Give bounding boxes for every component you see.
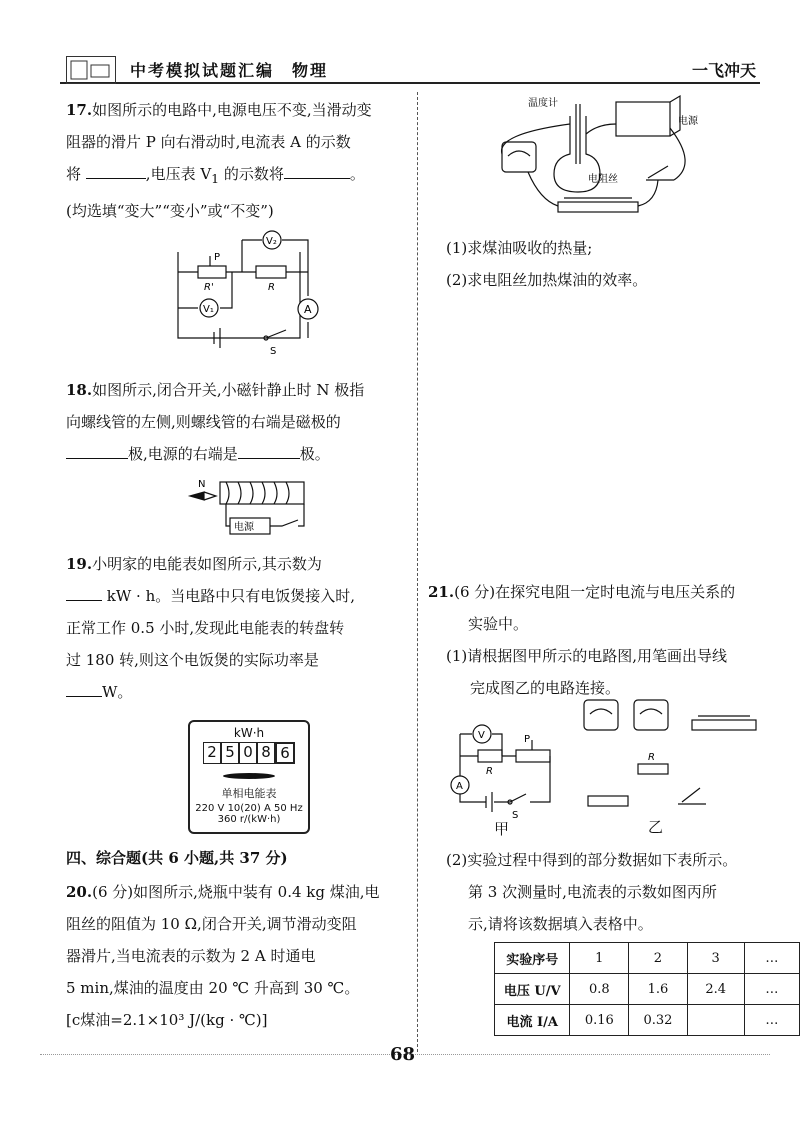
table-header-cell: 电流 I/A [495,1005,570,1036]
table-cell: 1 [570,943,629,974]
q17-number: 17. [66,101,93,119]
q19-blank-2[interactable] [66,696,102,697]
q19-line2: kW · h。当电路中只有电饭煲接入时, [106,587,356,605]
q17-line3b: ,电压表 V [145,165,212,183]
q20-line1: (6 分)如图所示,烧瓶中装有 0.4 kg 煤油,电 [92,883,380,901]
q20-sub2: (2)求电阻丝加热煤油的效率。 [446,271,648,289]
q20-line2: 阻丝的阻值为 10 Ω,闭合开关,调节滑动变阻 [66,915,357,933]
meter-rate: 360 r/(kW·h) [217,814,281,825]
q21-label-v: V [478,730,485,741]
q19-line4: 过 180 转,则这个电饭煲的实际功率是 [66,651,319,669]
q17-circuit-diagram [170,226,330,356]
table-cell: 0.8 [570,974,629,1005]
header-logo [66,56,116,84]
q21-label-yi: 乙 [648,818,664,836]
table-header-cell: 实验序号 [495,943,570,974]
q21-apparatus-yi [574,690,774,818]
q21-sub1b: 完成图乙的电路连接。 [470,679,621,697]
q21-line1: (6 分)在探究电阻一定时电流与电压关系的 [454,583,736,601]
q17-line1: 如图所示的电路中,电源电压不变,当滑动变 [92,101,372,119]
q17-blank-1[interactable] [86,178,146,179]
question-21 [428,576,778,704]
column-divider [417,92,418,1052]
q21-sub2c: 示,请将该数据填入表格中。 [468,915,653,933]
q19-line3: 正常工作 0.5 小时,发现此电能表的转盘转 [66,619,345,637]
q17-label-v1: V₁ [203,304,214,315]
meter-digit: 0 [239,742,257,764]
q19-number: 19. [66,555,93,573]
page-number: 68 [390,1044,416,1065]
table-cell: 3 [687,943,744,974]
table-cell: 0.16 [570,1005,629,1036]
q17-line3a: 将 [66,165,82,183]
q20-subquestions [446,232,776,296]
q18-number: 18. [66,381,93,399]
q20-label-source: 电源 [678,116,698,127]
q20-line4: 5 min,煤油的温度由 20 ℃ 升高到 30 ℃。 [66,979,360,997]
q20-sub1: (1)求煤油吸收的热量; [446,239,593,257]
q21-line2: 实验中。 [468,615,529,633]
meter-name: 单相电能表 [221,787,277,800]
table-cell: 2.4 [687,974,744,1005]
q18-line3b: 极。 [299,445,330,463]
section-4-title: 四、综合题(共 6 小题,共 37 分) [66,849,288,867]
table-cell-answer[interactable] [687,1005,744,1036]
table-row [495,1005,800,1036]
q17-label-a: A [304,303,312,316]
q20-number: 20. [66,883,93,901]
q21-number: 21. [428,583,455,601]
header-title: 中考模拟试题汇编 物理 [130,61,329,80]
table-cell: 0.32 [629,1005,688,1036]
q21-sub2a: (2)实验过程中得到的部分数据如下表所示。 [446,851,738,869]
question-20 [66,876,411,1036]
q18-solenoid-diagram [186,476,326,536]
q17-line4: (均选填“变大”“变小”或“不变”) [66,202,274,220]
q17-line3d: 。 [349,165,365,183]
question-18 [66,374,411,470]
q18-line2: 向螺线管的左侧,则螺线管的右端是磁极的 [66,413,341,431]
q21-data-table [494,942,800,1036]
q17-v1-sub: 1 [211,171,220,186]
q18-line1: 如图所示,闭合开关,小磁针静止时 N 极指 [92,381,365,399]
q18-blank-1[interactable] [66,458,128,459]
q17-line2: 阻器的滑片 P 向右滑动时,电流表 A 的示数 [66,133,351,151]
q21-sub1a: (1)请根据图甲所示的电路图,用笔画出导线 [446,647,728,665]
q21-label-jia: 甲 [494,820,510,838]
q19-line1: 小明家的电能表如图所示,其示数为 [92,555,322,573]
table-row [495,974,800,1005]
q20-apparatus-diagram [488,94,714,224]
meter-digit: 5 [221,742,239,764]
q21-label-r-apparatus: R [648,752,655,763]
q17-line3c: 的示数将 [219,165,284,183]
q20-line3: 器滑片,当电流表的示数为 2 A 时通电 [66,947,316,965]
q21-label-r: R [486,766,493,777]
q20-label-wire: 电阻丝 [588,174,618,185]
q20-label-thermometer: 温度计 [528,98,558,109]
q20-line5: [c煤油=2.1×10³ J/(kg · ℃)] [66,1011,268,1029]
meter-unit: kW·h [233,726,265,740]
meter-digit: 8 [257,742,275,764]
table-header-cell: 电压 U/V [495,974,570,1005]
q17-label-r: R [268,282,275,293]
meter-spec: 220 V 10(20) A 50 Hz [195,803,303,814]
electricity-meter [188,720,310,834]
q21-label-a: A [456,781,463,792]
q21-label-s: S [512,810,519,821]
q18-blank-2[interactable] [238,458,300,459]
meter-digit-decimal: 6 [275,742,295,764]
q17-label-v2: V₂ [266,236,277,247]
meter-digit: 2 [203,742,221,764]
q18-label-n: N [198,479,206,490]
q21-circuit-jia [446,720,558,824]
q21-label-p: P [524,734,531,745]
table-cell: … [744,974,799,1005]
table-cell: 2 [629,943,688,974]
q19-blank-1[interactable] [66,600,102,601]
table-cell: 1.6 [629,974,688,1005]
q17-label-p: P [214,252,221,263]
q18-line3a: 极,电源的右端是 [128,445,238,463]
q21-sub2b: 第 3 次测量时,电流表的示数如图丙所 [468,883,717,901]
q17-blank-2[interactable] [284,178,350,179]
q21-sub2 [446,844,786,940]
table-cell: … [744,943,799,974]
q17-label-s: S [270,346,277,356]
meter-disc-icon [190,766,308,785]
question-17 [66,94,411,227]
header-brand: 一飞冲天 [691,61,756,80]
q17-label-rprime: R' [204,282,214,293]
question-19 [66,548,411,708]
q19-line5: W。 [102,683,133,701]
table-row [495,943,800,974]
meter-digits [190,742,308,764]
table-cell: … [744,1005,799,1036]
q18-label-source: 电源 [234,522,254,533]
